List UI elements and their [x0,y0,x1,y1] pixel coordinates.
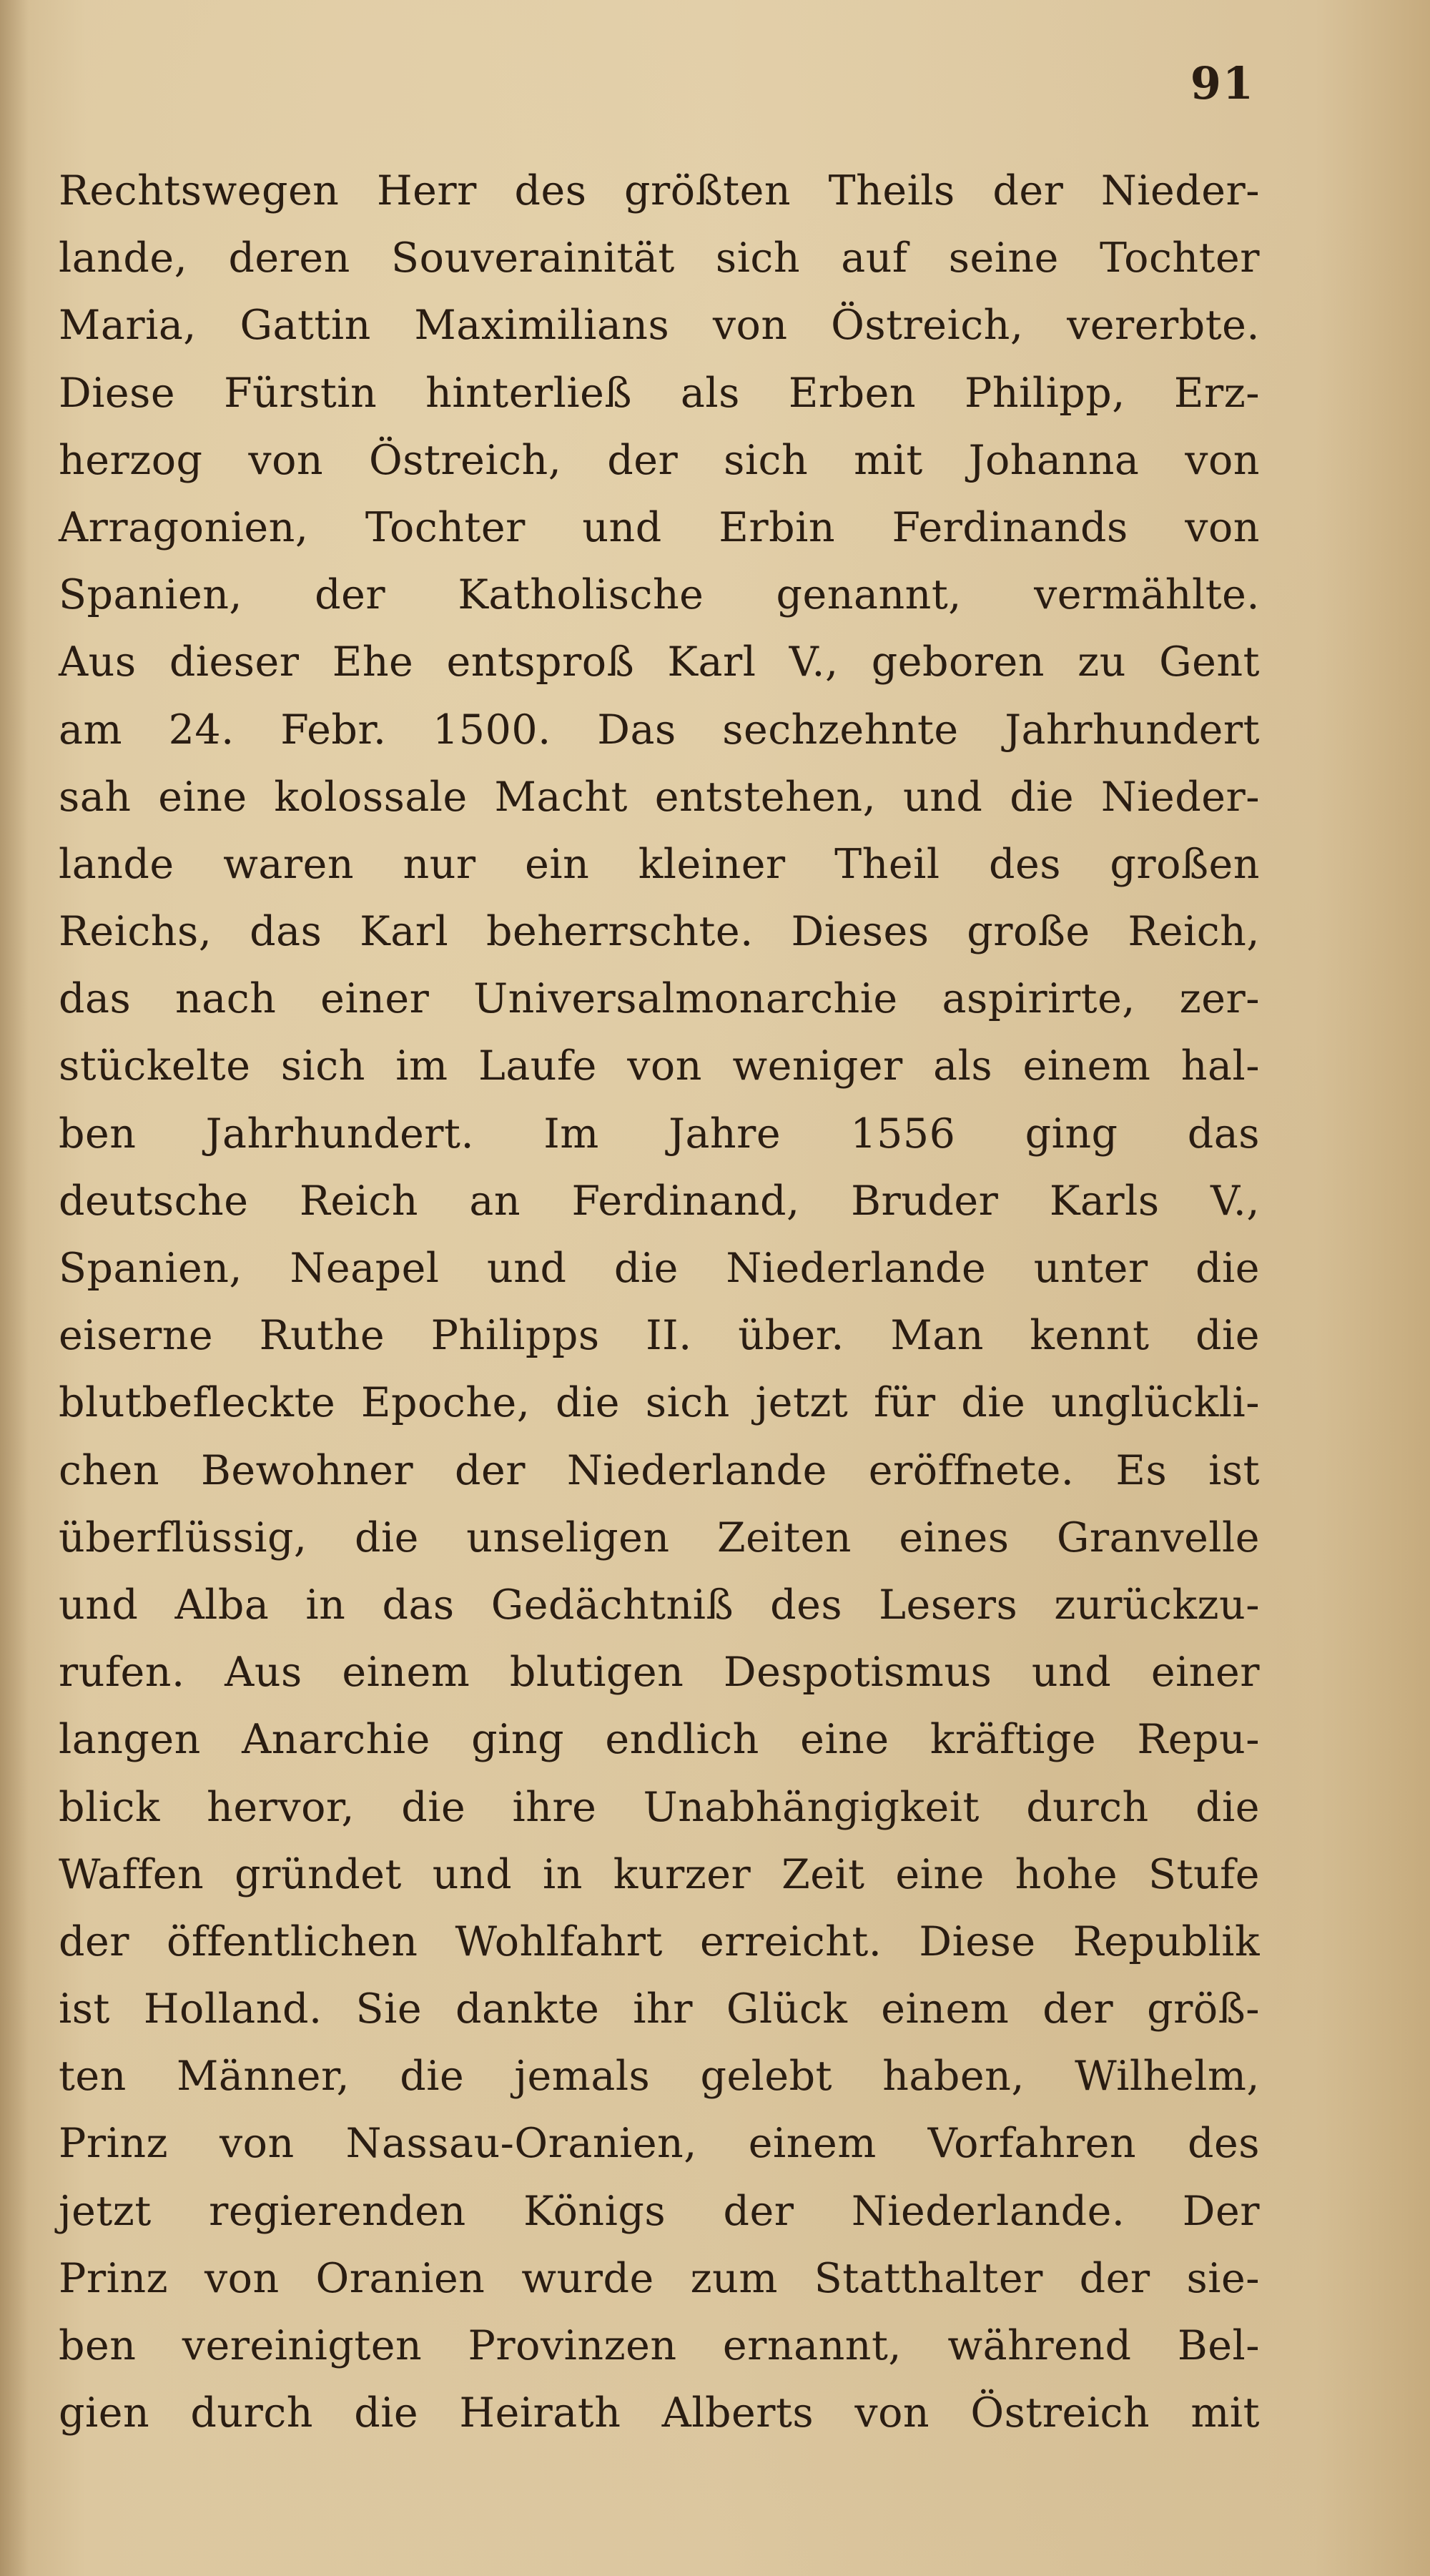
page-fold-shadow [0,0,29,2576]
text-line: herzog von Östreich, der sich mit Johanna von [59,436,1260,484]
text-line: stückelte sich im Laufe von weniger als einem hal- [59,1042,1260,1090]
text-line: rufen. Aus einem blutigen Despotismus und einer [59,1649,1260,1697]
text-line: lande waren nur ein kleiner Theil des großen [59,840,1260,888]
text-line: am 24. Febr. 1500. Das sechzehnte Jahrhundert [59,706,1260,754]
text-line: blick hervor, die ihre Unabhängigkeit durch die [59,1783,1260,1831]
text-line: das nach einer Universalmonarchie aspirirte, zer- [59,975,1260,1023]
text-line: Waffen gründet und in kurzer Zeit eine hohe Stufe [59,1850,1260,1898]
text-line: lande, deren Souverainität sich auf seine Tochter [59,235,1260,282]
text-line: Maria, Gattin Maximilians von Östreich, vererbte. [59,302,1260,350]
text-line: gien durch die Heirath Alberts von Östreich mit [59,2389,1260,2437]
text-line: deutsche Reich an Ferdinand, Bruder Karls V., [59,1177,1260,1225]
text-line: ben vereinigten Provinzen ernannt, während Bel- [59,2322,1260,2369]
text-line: Spanien, der Katholische genannt, vermählte. [59,571,1260,619]
text-line: und Alba in das Gedächtniß des Lesers zurückzu- [59,1581,1260,1629]
text-line: überflüssig, die unseligen Zeiten eines Granvelle [59,1514,1260,1561]
text-line: jetzt regierenden Königs der Niederlande. Der [59,2187,1260,2235]
text-line: chen Bewohner der Niederlande eröffnete. Es ist [59,1446,1260,1494]
text-line: Arragonien, Tochter und Erbin Ferdinands von [59,503,1260,551]
text-line: der öffentlichen Wohlfahrt erreicht. Diese Republik [59,1918,1260,1965]
text-line: ben Jahrhundert. Im Jahre 1556 ging das [59,1110,1260,1158]
text-line: Prinz von Nassau-Oranien, einem Vorfahren des [59,2120,1260,2168]
body-text [59,157,1260,2447]
text-line: blutbefleckte Epoche, die sich jetzt für die unglückli- [59,1379,1260,1427]
text-line: langen Anarchie ging endlich eine kräftige Repu- [59,1716,1260,1764]
text-line: Prinz von Oranien wurde zum Statthalter der sie- [59,2254,1260,2302]
text-line: Diese Fürstin hinterließ als Erben Philipp, Erz- [59,369,1260,417]
page-number: 91 [1190,57,1255,109]
text-line: eiserne Ruthe Philipps II. über. Man kennt die [59,1312,1260,1360]
text-line: Aus dieser Ehe entsproß Karl V., geboren zu Gent [59,638,1260,686]
text-line: Spanien, Neapel und die Niederlande unter die [59,1245,1260,1292]
text-line: sah eine kolossale Macht entstehen, und die Nieder- [59,773,1260,821]
text-line: ist Holland. Sie dankte ihr Glück einem der größ- [59,1985,1260,2033]
text-line: Reichs, das Karl beherrschte. Dieses große Reich, [59,908,1260,956]
text-line: Rechtswegen Herr des größten Theils der Nieder- [59,167,1260,214]
text-line: ten Männer, die jemals gelebt haben, Wilhelm, [59,2053,1260,2101]
